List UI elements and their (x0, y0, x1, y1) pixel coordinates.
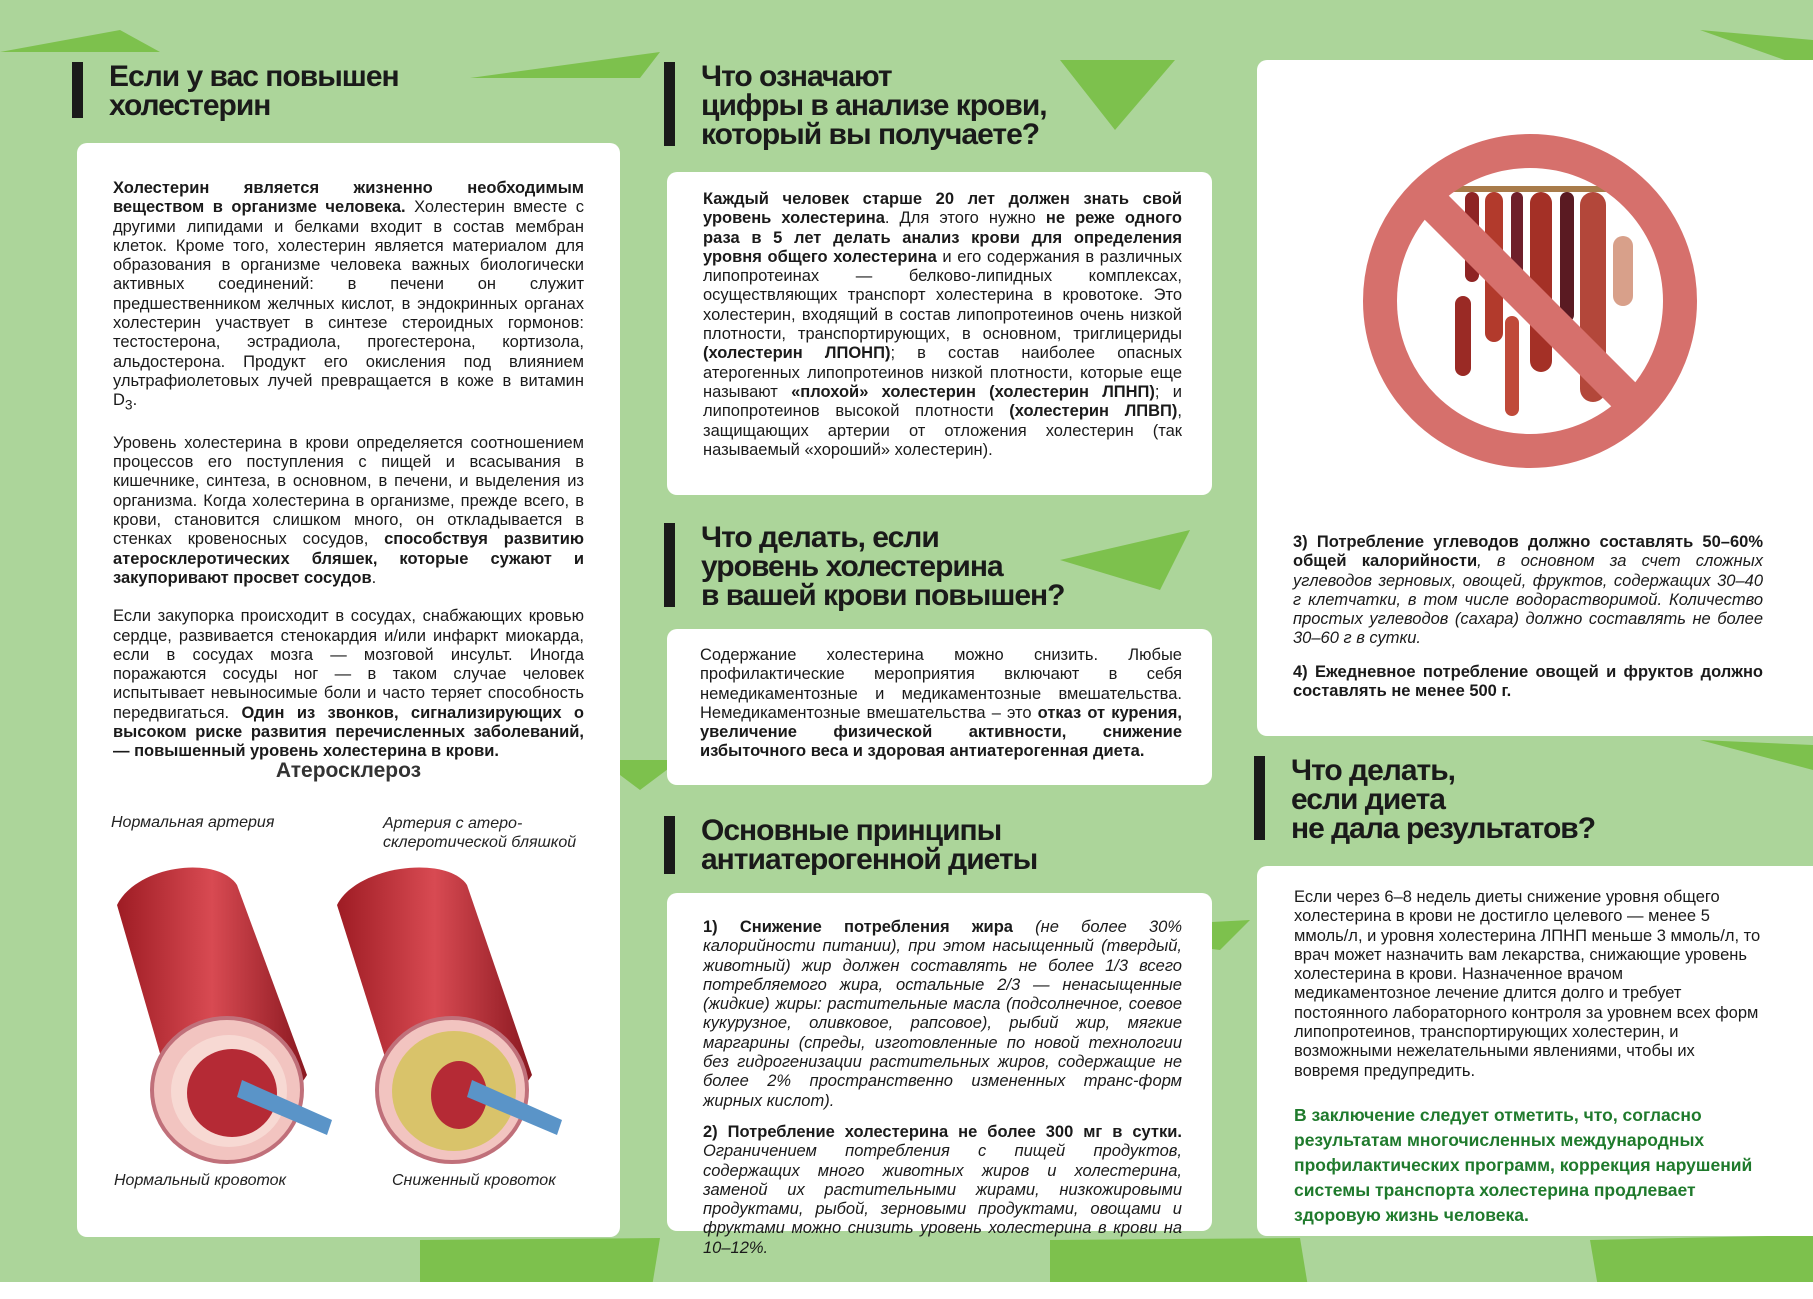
artery-illustration (77, 865, 620, 1165)
col3-paragraph-medication: Если через 6–8 недель диеты снижение уровня общего холестерина в крови не достигло целевого — менее 5 ммоль/л, и уровня холестерина ЛПНП меньше 3 ммоль/л, то врач может назначить вам лекарства, снижающие уровень холестерина в крови. Назначенное врачом медикаментозное лечение длится долго и требует постоянного лабораторного контроля за уровнем всех форм липопротеинов, транспортирующих холестерин, и возможными нежелательными явлениями, чтобы их вовремя предупредить. (1294, 888, 1761, 1080)
col2-header-1 (664, 60, 1047, 151)
label-normal-artery: Нормальная артерия (111, 814, 275, 831)
col3-card-bottom (1257, 866, 1813, 1236)
label-reduced-flow: Сниженный кровоток (392, 1172, 556, 1189)
col2-diet-principle-2: 2) Потребление холестерина не более 300 мг в сутки. Ограничением потребления с пищей продуктов, содержащих много животных жиров и холестерина, заменой их растительными жирами, низкожировыми продуктами, рыбой, зерновыми продуктами, овощами и фруктами можно снизить уровень холестерина в крови на 10–12%. (703, 1122, 1182, 1257)
col2-header-3 (664, 816, 1037, 874)
col3-diet-principle-3: 3) Потребление углеводов должно составлять 50–60% общей калорийности, в основном за счет сложных углеводов зерновых, овощей, фруктов, содержащих 30–40 г клетчатки, в том числе водорастворимой. Количество простых углеводов (сахара) должно составлять не более 30–60 г в сутки. (1293, 533, 1763, 648)
col2-title-2: Что делать, если уровень холестерина в вашей крови повышен? (701, 521, 1065, 612)
no-sausages-illustration (1355, 126, 1705, 476)
col2-header-2 (664, 521, 1065, 612)
col2-paragraph-2: Содержание холестерина можно снизить. Любые профилактические мероприятия включают в себя немедикаментозные и медикаментозные вмешательства. Немедикаментозные вмешательства – это отказ от курения, увеличение физической активности, снижение избыточного веса и здоровая антиатерогенная диета. (700, 646, 1182, 761)
col2-title-1: Что означают цифры в анализе крови, который вы получаете? (701, 60, 1047, 151)
col2-diet-principle-1: 1) Снижение потребления жира (не более 30% калорийности питании), при этом насыщенный (твердый, животный) жир должен составлять не более 1/3 всего потребляемого жира, остальные 2/3 — ненасыщенные (жидкие) жиры: растительные масла (подсолнечное, соевое кукурузное, оливковое, рапсовое), рыбий жир, мягкие маргарины (спреды, изготовленные по новой технологии без гидрогенизации растительных жиров, содержащие не более 2% пространственно измененных транс-форм жирных кислот). (703, 918, 1182, 1110)
col2-title-3: Основные принципы антиатерогенной диеты (701, 814, 1038, 876)
label-normal-flow: Нормальный кровоток (114, 1172, 287, 1189)
col2-card-1 (667, 172, 1212, 495)
col1-paragraph-1: Холестерин является жизненно необходимым веществом в организме человека. Холестерин вместе с другими липидами и белками входит в состав мембран клеток. Кроме того, холестерин является материалом для образования в организме человека важных биологически активных соединений: в печени он служит предшественником желчных кислот, в эндокринных органах холестерин участвует в синтезе стероидных гормонов: тестостерона, эстрадиола, прогестерона, кортизола, альдостерона. Продукт его окисления под влиянием ультрафиолетовых лучей превращается в коже в витамин $D_3$. (113, 179, 584, 413)
label-plaque-artery: Артерия с атеро- склеротической бляшкой (383, 815, 577, 851)
col3-conclusion: В заключение следует отметить, что, согласно результатам многочисленных международных профилактических программ, коррекция нарушений системы транспорта холестерина продлевает здоровую жизнь человека. (1294, 1104, 1753, 1225)
col3-card-top (1257, 60, 1813, 736)
col3-title: Что делать, если диета не дала результатов? (1291, 754, 1596, 845)
plaque-artery (337, 868, 562, 1162)
col3-diet-principle-4: 4) Ежедневное потребление овощей и фруктов должно составлять не менее 500 г. (1293, 662, 1763, 701)
col3-header (1254, 754, 1596, 845)
col2-card-2 (667, 629, 1212, 785)
col1-title: Если у вас повышен холестерин (109, 60, 399, 122)
col1-header (72, 60, 399, 122)
normal-artery (117, 868, 332, 1162)
diagram-title: Атеросклероз (275, 759, 422, 782)
col1-paragraph-3: Если закупорка происходит в сосудах, снабжающих кровью сердце, развивается стенокардия и/или инфаркт миокарда, если в сосудах мозга — мозговой инсульт. Иногда поражаются сосуды ног — в таком случае человек испытывает невыносимые боли и часто теряет способность передвигаться. Один из звонков, сигнализирующих о высоком риске развития перечисленных заболеваний, — повышенный уровень холестерина в крови. (113, 607, 584, 761)
atherosclerosis-diagram (77, 755, 620, 1215)
col2-paragraph-1: Каждый человек старше 20 лет должен знать свой уровень холестерина. Для этого нужно не реже одного раза в 5 лет делать анализ крови для определения уровня общего холестерина и его содержания в различных липопротеинах — белково-липидных комплексах, осуществляющих транспорт холестерина в кровотоке. Это холестерин, входящий в состав липопротеинов очень низкой плотности, транспортирующих, в основном, триглицериды (холестерин ЛПОНП); в состав наиболее опасных атерогенных липопротеинов низкой плотности, которые еще называют «плохой» холестерин (холестерин ЛПНП); и липопротеинов высокой плотности (холестерин ЛПВП), защищающих артерии от отложения холестерин (так называемый «хороший» холестерин). (703, 190, 1183, 459)
col1-paragraph-2: Уровень холестерина в крови определяется соотношением процессов его поступления с пищей и всасывания в кишечнике, синтеза, в основном, в печени, и выделения из организма. Когда холестерина в организме, прежде всего, в крови, становится слишком много, он откладывается в стенках кровеносных сосудов, способствуя развитию атеросклеротических бляшек, которые сужают и закупоривают просвет сосудов. (113, 433, 584, 587)
col2-card-3 (667, 893, 1212, 1257)
